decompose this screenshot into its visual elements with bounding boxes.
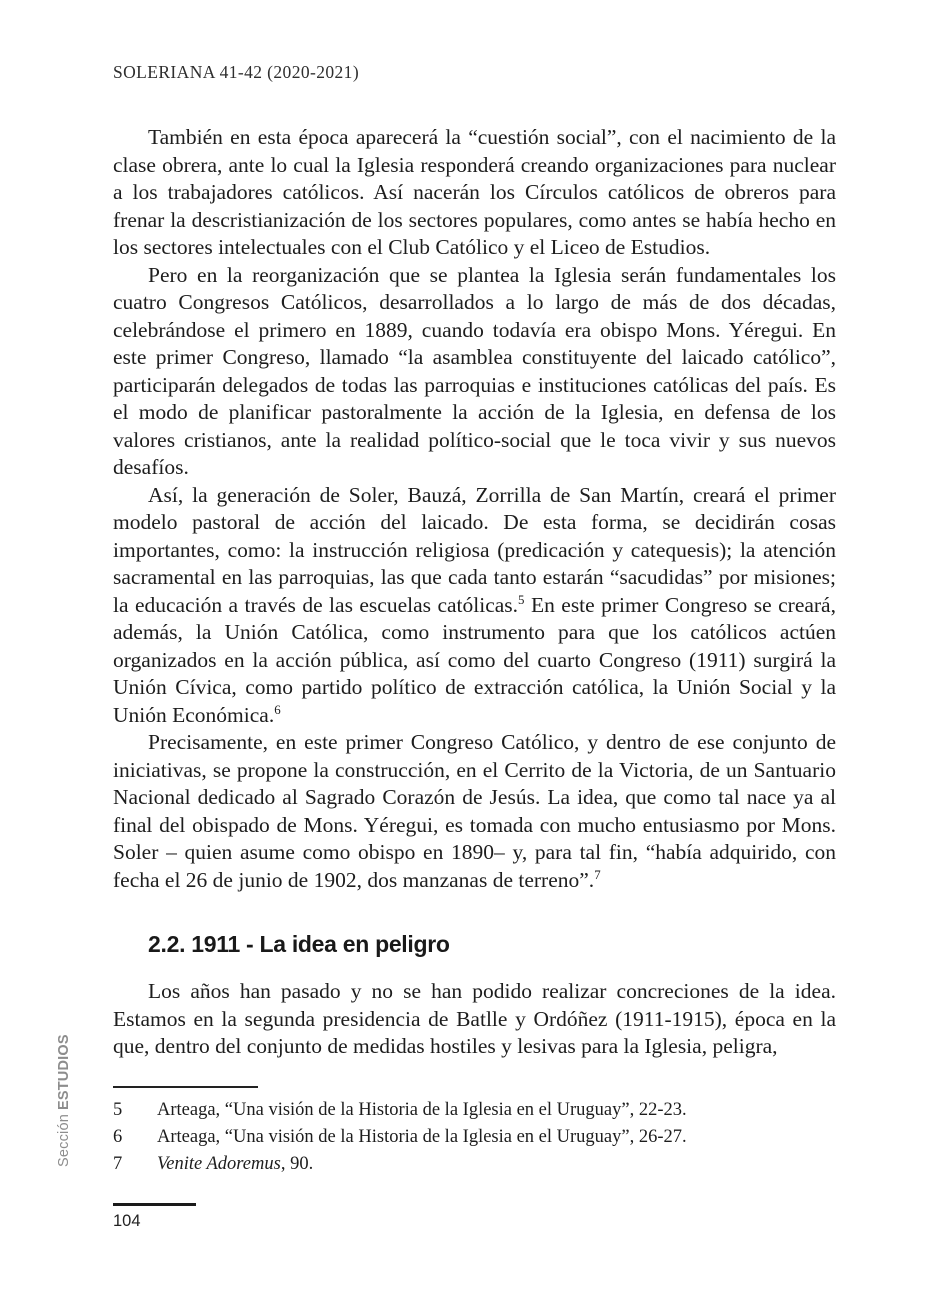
footnote-item <box>113 1097 836 1124</box>
body-paragraph: Los años han pasado y no se han podido realizar concreciones de la idea. Estamos en la segunda presidencia de Batlle y Ordóñez (1911-1915), época en la que, dentro del conjunto de medidas hostiles y lesivas para la Iglesia, peligra, <box>113 979 836 1058</box>
footnote-number: 6 <box>113 1127 123 1147</box>
footnote-text: Arteaga, “Una visión de la Historia de la Iglesia en el Uruguay”, 22-23. <box>157 1100 687 1120</box>
page-number-rule <box>113 1203 196 1206</box>
section-heading: 2.2. 1911 - La idea en peligro <box>148 931 450 957</box>
body-paragraph: Pero en la reorganización que se plantea la Iglesia serán fundamentales los cuatro Congresos Católicos, desarrollados a lo largo de más de dos décadas, celebrándose el primero en 1889, cuando todavía era obispo Mons. Yéregui. En este primer Congreso, llamado “la asamblea constituyente del laicado católico”, participarán delegados de todas las parroquias e instituciones católicas del país. Es el modo de planificar pastoralmente la acción de la Iglesia, en defensa de los valores cristianos, ante la realidad político-social que le toca vivir y sus nuevos desafíos. <box>113 262 836 479</box>
section-sidebar-label <box>56 1034 72 1167</box>
main-text-column <box>113 124 836 1061</box>
body-paragraph: Precisamente, en este primer Congreso Católico, y dentro de ese conjunto de iniciativas, se propone la construcción, en el Cerrito de la Victoria, de un Santuario Nacional dedicado al Sagrado Corazón de Jesús. La idea, que como tal nace ya al final del obispado de Mons. Yéregui, es tomada con mucho entusiasmo por Mons. Soler – quien asume como obispo en 1890– y, para tal fin, “había adquirido, con fecha el 26 de junio de 1902, dos manzanas de terreno”.$^7$ <box>113 730 836 892</box>
footnote-ref: 6 <box>274 702 281 717</box>
footnote-item <box>113 1151 836 1178</box>
footnote-number: 5 <box>113 1100 123 1120</box>
running-head: SOLERIANA 41-42 (2020-2021) <box>113 62 360 82</box>
section-sidebar-prefix: Sección <box>56 1114 72 1167</box>
body-paragraph: También en esta época aparecerá la “cuestión social”, con el nacimiento de la clase obrera, ante lo cual la Iglesia responderá creando organizaciones para nuclear a los trabajadores católicos. Así nacerán los Círculos católicos de obreros para frenar la descristianización de los sectores populares, como antes se había hecho en los sectores intelectuales con el Club Católico y el Liceo de Estudios. <box>113 125 836 259</box>
footnote-ref: 7 <box>594 867 601 882</box>
section-sidebar-name: ESTUDIOS <box>56 1034 72 1110</box>
footnote-text: Venite Adoremus, 90. <box>157 1154 314 1174</box>
footnote-item <box>113 1124 836 1151</box>
footnote-ref: 5 <box>518 592 525 607</box>
footnote-number: 7 <box>113 1154 123 1174</box>
body-paragraph: Así, la generación de Soler, Bauzá, Zorrilla de San Martín, creará el primer modelo pastoral de acción del laicado. De esta forma, se decidirán cosas importantes, como: la instrucción religiosa (predicación y catequesis); la atención sacramental en las parroquias, las que cada tanto estarán “sacudidas” por misiones; la educación a través de las escuelas católicas.$^5$ En este primer Congreso se creará, además, la Unión Católica, como instrumento para que los católicos actúen organizados en la acción pública, así como del cuarto Congreso (1911) surgirá la Unión Cívica, como partido político de extracción católica, la Unión Social y la Unión Económica.$^6$ <box>113 482 836 727</box>
footnote-text: Arteaga, “Una visión de la Historia de la Iglesia en el Uruguay”, 26-27. <box>157 1127 687 1147</box>
page-number: 104 <box>113 1212 141 1230</box>
footnote-separator-rule <box>113 1086 258 1088</box>
footnotes-block <box>113 1086 836 1178</box>
